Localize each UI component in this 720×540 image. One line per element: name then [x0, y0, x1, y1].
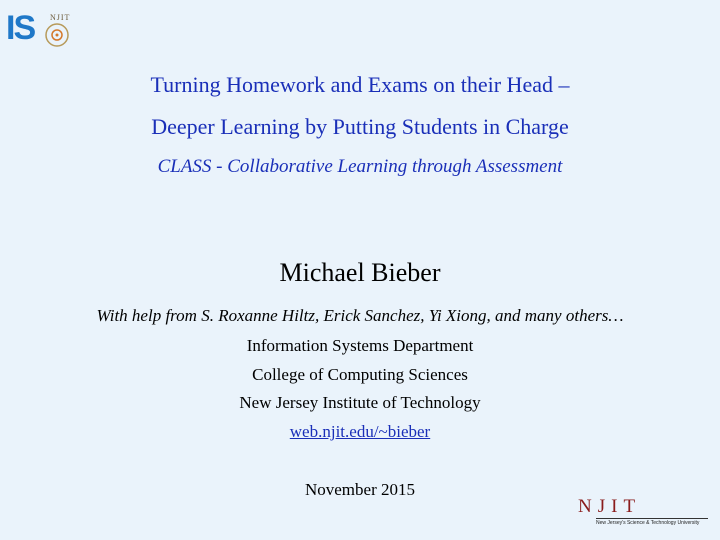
title-line-2: Deeper Learning by Putting Students in Charge	[151, 114, 569, 139]
institute: New Jersey Institute of Technology	[239, 393, 481, 412]
njit-logo-word: NJIT	[578, 496, 642, 517]
logo-is-text: IS	[6, 9, 35, 47]
logo-njit-mini: NJIT	[50, 13, 71, 22]
helpers-line: With help from S. Roxanne Hiltz, Erick Sanchez, Yi Xiong, and many others…	[96, 306, 624, 325]
njit-logo	[574, 496, 714, 532]
college: College of Computing Sciences	[252, 365, 468, 384]
department: Information Systems Department	[246, 336, 474, 355]
author-name: Michael Bieber	[279, 258, 441, 287]
njit-logo-divider	[596, 518, 708, 519]
title-line-1: Turning Homework and Exams on their Head –	[150, 72, 570, 97]
njit-logo-tagline: New Jersey's Science & Technology University	[596, 520, 700, 526]
homepage-link[interactable]: web.njit.edu/~bieber	[289, 422, 431, 441]
subtitle: CLASS - Collaborative Learning through Assessment	[157, 156, 563, 177]
homepage-link-row	[0, 422, 720, 442]
is-njit-logo	[6, 8, 76, 48]
date: November 2015	[304, 480, 415, 499]
